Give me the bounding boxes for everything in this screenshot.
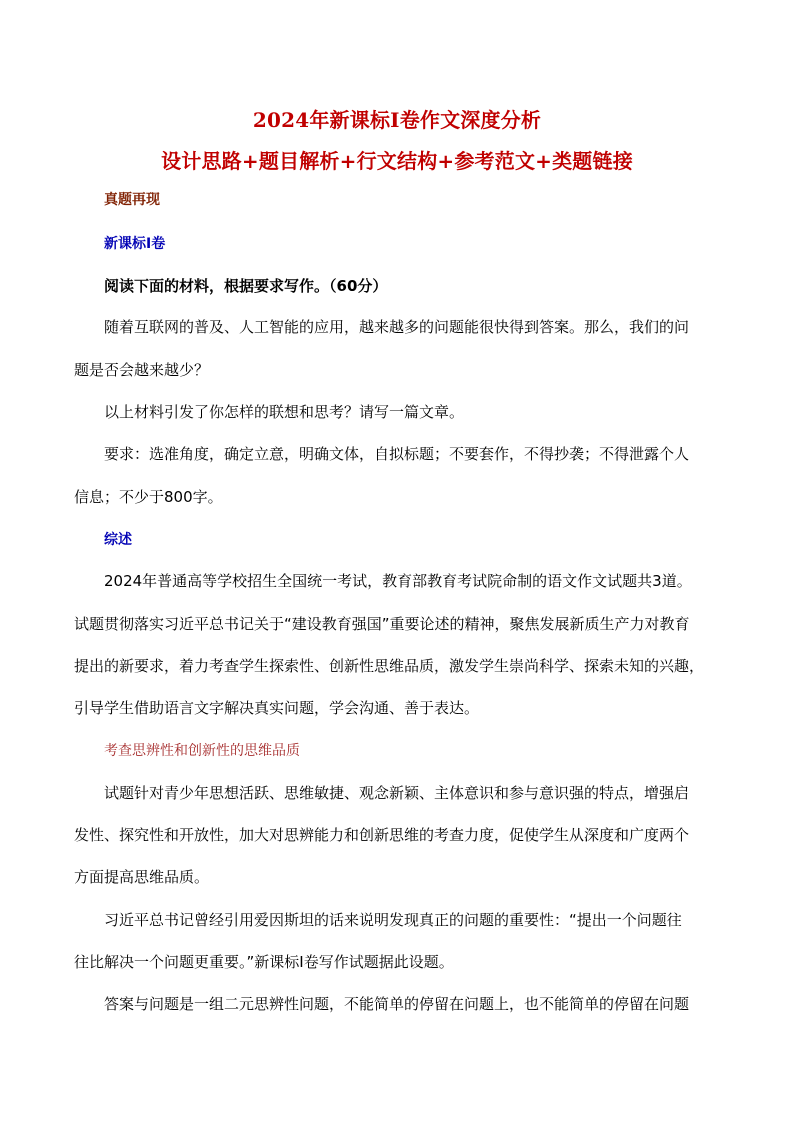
material-line: 题是否会越来越少？: [74, 361, 210, 379]
body-line: 习近平总书记曾经引用爱因斯坦的话来说明发现真正的问题的重要性：“提出一个问题往: [104, 911, 682, 929]
requirement-line: 信息；不少于800字。: [74, 488, 223, 506]
subsection-heading: 考查思辨性和创新性的思维品质: [104, 743, 300, 759]
body-line: 方面提高思维品质。: [74, 868, 210, 886]
document-title: 2024年新课标Ⅰ卷作文深度分析: [252, 108, 542, 132]
instruction-text: 阅读下面的材料，根据要求写作。（60分）: [104, 277, 388, 295]
body-line: 试题针对青少年思想活跃、思维敏捷、观念新颖、主体意识和参与意识强的特点，增强启: [104, 784, 690, 802]
requirement-line: 要求：选准角度，确定立意，明确文体，自拟标题；不要套作，不得抄袭；不得泄露个人: [104, 445, 690, 463]
overview-line: 引导学生借助语言文字解决真实问题，学会沟通、善于表达。: [74, 699, 480, 717]
document-subtitle: 设计思路+题目解析+行文结构+参考范文+类题链接: [161, 149, 633, 173]
body-line: 往比解决一个问题更重要。”新课标Ⅰ卷写作试题据此设题。: [74, 953, 454, 971]
exam-label: 新课标Ⅰ卷: [104, 236, 166, 252]
prompt-line: 以上材料引发了你怎样的联想和思考？请写一篇文章。: [104, 403, 465, 421]
overview-line: 提出的新要求，着力考查学生探索性、创新性思维品质，激发学生崇尚科学、探索未知的兴趣，: [74, 657, 705, 675]
section-heading-overview: 综述: [104, 532, 132, 548]
overview-line: 2024年普通高等学校招生全国统一考试，教育部教育考试院命制的语文作文试题共3道。: [104, 572, 692, 590]
material-line: 随着互联网的普及、人工智能的应用，越来越多的问题能很快得到答案。那么，我们的问: [104, 318, 690, 336]
body-line: 答案与问题是一组二元思辨性问题，不能简单的停留在问题上，也不能简单的停留在问题: [104, 995, 690, 1013]
overview-line: 试题贯彻落实习近平总书记关于“建设教育强国”重要论述的精神，聚焦发展新质生产力对教育: [74, 615, 690, 633]
section-heading-real-question: 真题再现: [104, 192, 160, 208]
body-line: 发性、探究性和开放性，加大对思辨能力和创新思维的考查力度，促使学生从深度和广度两个: [74, 826, 690, 844]
